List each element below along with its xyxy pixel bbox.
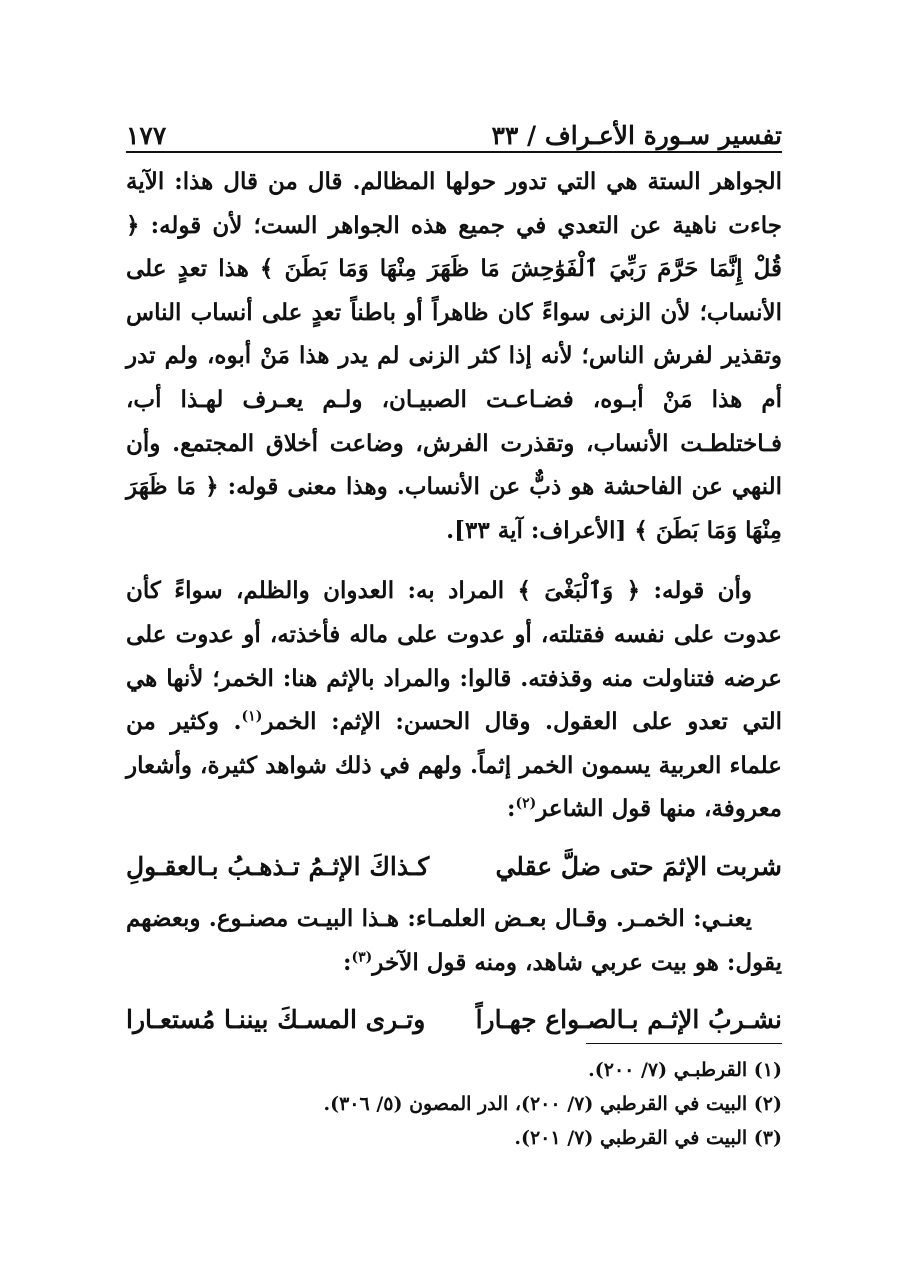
footnote-3: (٣) البيت في القرطبي (٧/ ٢٠١). [514, 1127, 782, 1149]
verse-2 [126, 1000, 782, 1040]
paragraph-2 [126, 569, 782, 831]
verse-1-first-hemistich: شربت الإثمَ حتى ضلَّ عقلي [495, 851, 782, 881]
footnotes [126, 1053, 782, 1155]
verse-2-first-hemistich: نشـربُ الإثـم بـالصـواع جهـاراً [475, 1005, 782, 1035]
footnote-ref-3[interactable]: (٣) [351, 948, 373, 965]
paragraph-2-mid: . وكثير من علماء العربية يسمون الخمر إثماً. ولهم في ذلك شواهد كثيرة، وأشعار معروفة، منها قول الشاعر [126, 708, 782, 823]
header-rule [126, 151, 782, 153]
page-number: ١٧٧ [126, 121, 167, 150]
paragraph-3 [126, 897, 782, 984]
footnote-2: (٢) البيت في القرطبي (٧/ ٢٠٠)، الدر المصون (٥/ ٣٠٦). [323, 1093, 782, 1115]
paragraph-1: الجواهر الستة هي التي تدور حولها المظالم. قال من قال هذا: الآية جاءت ناهية عن التعدي في جميع هذه الجواهر الست؛ لأن قوله: ﴿ قُلْ إِنَّمَا حَرَّمَ رَبِّيَ ٱلْفَوَٰحِشَ مَا ظَهَرَ مِنْهَا وَمَا بَطَنَ ﴾ هذا تعدٍ على الأنساب؛ لأن الزنى سواءً كان ظاهراً أو باطناً تعدٍ على أنساب الناس وتقذير لفرش الناس؛ لأنه إذا كثر الزنى لم يدر هذا مَنْ أبوه، ولم تدر أم هذا مَنْ أبـوه، فضـاعـت الصبيـان، ولـم يعـرف لهـذا أب، فـاختلطـت الأنساب، وتقذرت الفرش، وضاعت أخلاق المجتمع. وأن النهي عن الفاحشة هو ذبٌّ عن الأنساب. وهذا معنى قوله: ﴿ مَا ظَهَرَ مِنْهَا وَمَا بَطَنَ ﴾ [الأعراف: آية ٣٣]. [126, 168, 782, 544]
verse-2-second-hemistich: وتـرى المسـكَ بيننـا مُستعـارا [126, 1005, 426, 1035]
paragraph-2-lead: وأن قوله: ﴿ وَٱلْبَغْىَ ﴾ المراد به: العدوان والظلم، سواءً كأن عدوت على نفسه فقتلته، أو عدوت على ماله فأخذته، أو عدوت على عرضه فتناولت منه وقذفته. قالوا: والمراد بالإثم هنا: الخمر؛ لأنها هي التي تعدو على العقول. وقال الحسن: الإثم: الخمر [126, 577, 782, 736]
paragraph-2-tail: : [506, 795, 516, 823]
paragraph-3-lead: يعنـي: الخمـر. وقـال بعـض العلمـاء: هـذا البيـت مصنـوع. وبعضهم يقول: هو بيت عربي شاهد، ومنه قول الآخر [126, 904, 782, 976]
main-text [126, 160, 782, 1050]
footnote-ref-2[interactable]: (٢) [515, 795, 537, 812]
footnote-1: (١) القرطبـي (٧/ ٢٠٠). [588, 1059, 782, 1081]
verse-1 [126, 847, 782, 887]
verse-1-second-hemistich: كـذاكَ الإثـمُ تـذهـبُ بـالعقـولِ [126, 851, 430, 881]
footnote-ref-1[interactable]: (١) [241, 708, 263, 725]
paragraph-3-tail: : [343, 948, 352, 976]
page-header [126, 112, 782, 148]
footnote-rule [586, 1043, 782, 1044]
running-title: تفسير سـورة الأعـراف / ٣٣ [491, 121, 782, 150]
